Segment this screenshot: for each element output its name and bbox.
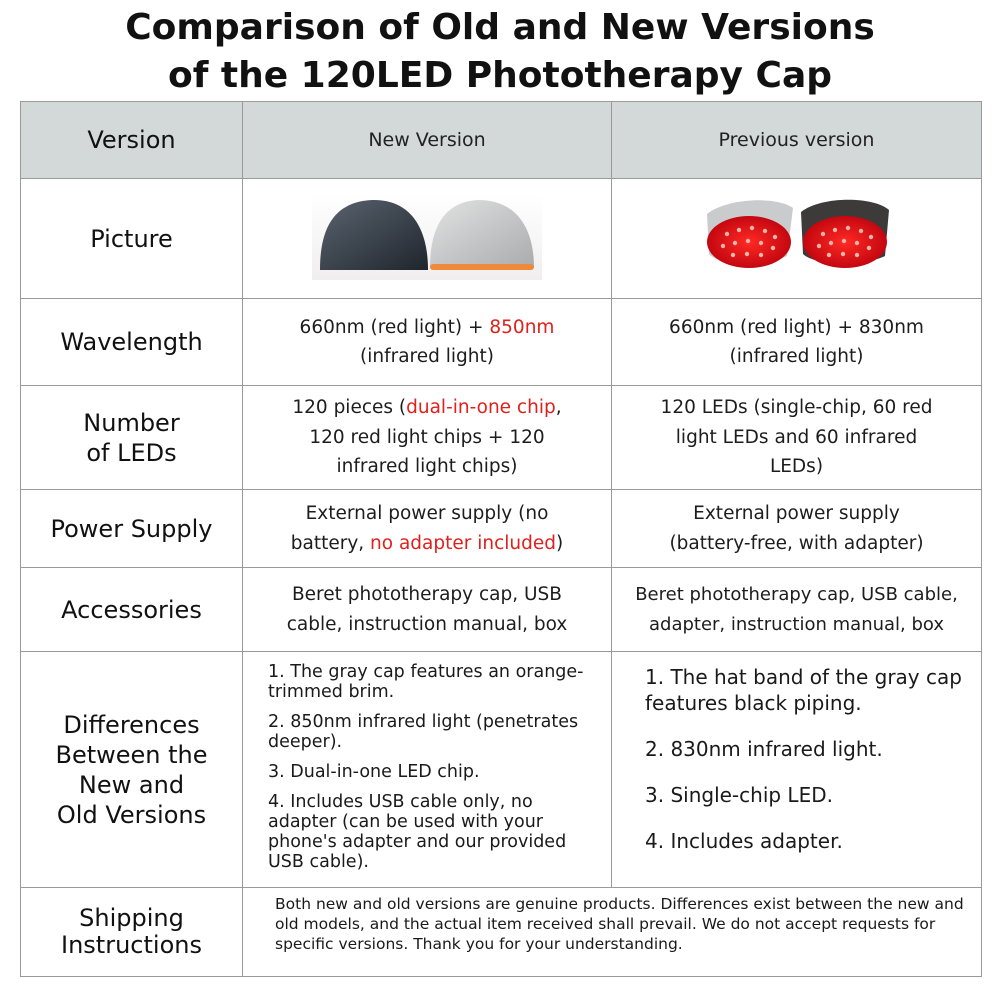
power-row [21, 490, 982, 568]
differences-label-line2: Between the [55, 740, 208, 769]
new-differences-cell [243, 652, 612, 888]
header-old-cell [612, 102, 982, 179]
wavelength-label: Wavelength [60, 328, 203, 356]
old-power-line2: (battery-free, with adapter) [669, 532, 924, 554]
new-version-heading: New Version [368, 129, 486, 151]
new-power-line2 [243, 529, 611, 559]
page-title [0, 4, 1000, 100]
list-item: 3. Single-chip LED. [645, 783, 833, 807]
new-leds-highlight: dual-in-one chip [406, 397, 556, 419]
old-leds-line3: LEDs) [769, 456, 824, 478]
old-accessories-cell [612, 568, 982, 652]
wavelength-label-cell [21, 299, 243, 386]
comparison-table [20, 101, 982, 977]
leds-row [21, 386, 982, 490]
new-leds-line1 [243, 393, 611, 423]
shipping-row [21, 888, 982, 977]
new-leds-text: 120 pieces ( [292, 397, 407, 419]
picture-label-cell [21, 179, 243, 299]
shipping-label-cell [21, 888, 243, 977]
shipping-text-cell [243, 888, 982, 977]
differences-label-cell [21, 652, 243, 888]
new-wavelength-line1 [243, 313, 611, 343]
new-leds-line2: 120 red light chips + 120 [309, 426, 545, 448]
orange-brim-icon [430, 264, 534, 270]
leds-label-line1: Number [83, 408, 180, 437]
header-version-cell [21, 102, 243, 179]
header-row [21, 102, 982, 179]
old-differences-list [612, 652, 981, 854]
new-wavelength-highlight: 850nm [489, 316, 555, 338]
leds-label-line2: of LEDs [86, 438, 177, 467]
old-differences-cell [612, 652, 982, 888]
old-wavelength-line2: (infrared light) [729, 346, 864, 367]
differences-row [21, 652, 982, 888]
old-leds-cell [612, 386, 982, 490]
old-leds-line2: light LEDs and 60 infrared [675, 426, 918, 448]
shipping-label-line2: Instructions [61, 931, 202, 959]
differences-label-line3: New and [78, 770, 185, 799]
new-power-line1: External power supply (no [305, 503, 549, 524]
accessories-label: Accessories [61, 595, 202, 624]
leds-label-cell [21, 386, 243, 490]
differences-label-line1: Differences [63, 710, 200, 739]
picture-row [21, 179, 982, 299]
new-differences-list [243, 652, 611, 872]
shipping-label-line1: Shipping [79, 904, 184, 932]
new-power-text: battery, [290, 532, 371, 554]
previous-version-heading: Previous version [718, 129, 875, 151]
picture-label: Picture [90, 224, 173, 253]
power-label-cell [21, 490, 243, 568]
old-accessories-line1: Beret phototherapy cap, USB cable, [635, 584, 958, 605]
old-wavelength-line1: 660nm (red light) + 830nm [669, 316, 924, 338]
old-accessories-line2: adapter, instruction manual, box [648, 613, 945, 635]
old-caps-image [697, 194, 897, 280]
dark-led-cap-icon [801, 199, 889, 267]
list-item: 2. 850nm infrared light (penetrates deeper). [268, 712, 579, 752]
shipping-text: Both new and old versions are genuine products. Differences exist between the new and old models, and the actual item received shall prevail. We do not accept requests for specific versions. Thank you for your understanding. [275, 895, 964, 953]
list-item: 3. Dual-in-one LED chip. [268, 762, 480, 782]
new-wavelength-cell [243, 299, 612, 386]
old-power-cell [612, 490, 982, 568]
new-wavelength-text: 660nm (red light) + [299, 316, 490, 338]
new-accessories-cell [243, 568, 612, 652]
list-item: 4. Includes adapter. [645, 829, 843, 853]
new-wavelength-line2: (infrared light) [360, 346, 494, 367]
list-item: 1. The hat band of the gray cap features black piping. [645, 665, 962, 715]
old-picture-cell [612, 179, 982, 299]
version-label: Version [87, 126, 176, 154]
new-leds-line3: infrared light chips) [336, 456, 518, 478]
differences-label-line4: Old Versions [56, 800, 207, 829]
list-item: 4. Includes USB cable only, no adapter (can be used with your phone's adapter and our provided USB cable). [268, 792, 567, 872]
title-line-2: of the 120LED Phototherapy Cap [167, 55, 833, 96]
gray-led-cap-icon [707, 200, 793, 268]
new-power-highlight: no adapter included [370, 532, 557, 554]
title-line-1: Comparison of Old and New Versions [125, 7, 875, 48]
new-power-close: ) [556, 532, 564, 554]
new-caps-image [312, 194, 542, 280]
accessories-row [21, 568, 982, 652]
list-item: 1. The gray cap features an orange-trimmed brim. [268, 662, 584, 702]
power-label: Power Supply [50, 514, 213, 543]
old-wavelength-cell [612, 299, 982, 386]
wavelength-row [21, 299, 982, 386]
header-new-cell [243, 102, 612, 179]
new-accessories-line1: Beret phototherapy cap, USB [291, 584, 562, 605]
new-picture-cell [243, 179, 612, 299]
new-leds-cell [243, 386, 612, 490]
new-accessories-line2: cable, instruction manual, box [286, 613, 568, 635]
list-item: 2. 830nm infrared light. [645, 737, 883, 761]
old-leds-line1: 120 LEDs (single-chip, 60 red [660, 397, 933, 419]
accessories-label-cell [21, 568, 243, 652]
new-leds-comma: , [555, 397, 562, 419]
new-power-cell [243, 490, 612, 568]
old-power-line1: External power supply [693, 503, 900, 524]
